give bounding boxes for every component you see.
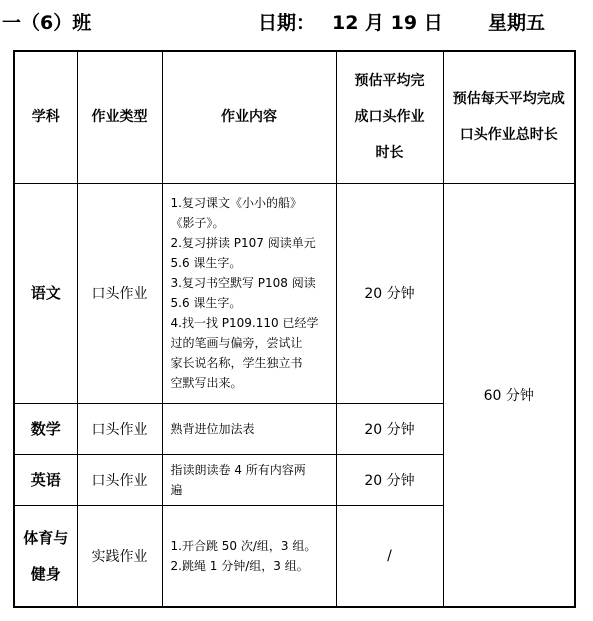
row-content — [162, 454, 336, 505]
row-type: 口头作业 — [77, 454, 162, 505]
class-name: 一（6）班 — [2, 12, 92, 34]
content-line: 1.复习课文《小小的船》 — [170, 196, 302, 210]
row-subject: 数学 — [14, 403, 77, 454]
col-est-time-line: 预估平均完 — [354, 73, 425, 90]
header-row — [14, 51, 575, 183]
total-time: 60 分钟 — [443, 183, 575, 607]
row-time: 20 分钟 — [336, 183, 443, 403]
col-est-time-line: 成口头作业 — [354, 109, 425, 126]
col-total-time-line: 口头作业总时长 — [459, 127, 558, 144]
row-subject-line: 体育与 — [23, 528, 69, 547]
content-line: 过的笔画与偏旁，尝试让 — [170, 336, 303, 350]
col-content: 作业内容 — [162, 51, 336, 183]
row-time: 20 分钟 — [336, 454, 443, 505]
col-total-time-line: 预估每天平均完成 — [452, 91, 565, 108]
row-subject — [14, 505, 77, 607]
row-subject-line: 健身 — [30, 564, 61, 583]
date-label: 日期： — [258, 12, 316, 34]
content-line: 家长说名称，学生独立书 — [170, 356, 303, 370]
content-line: 3.复习书空默写 P108 阅读 — [170, 276, 316, 290]
content-line: 《影子》。 — [170, 216, 225, 230]
content-line: 遍 — [170, 482, 183, 497]
row-type: 实践作业 — [77, 505, 162, 607]
content-line: 2.复习拼读 P107 阅读单元 — [170, 236, 316, 250]
content-line: 指读朗读卷 4 所有内容两 — [170, 462, 306, 477]
row-time: / — [336, 505, 443, 607]
content-line: 1.开合跳 50 次/组，3 组。 — [170, 538, 317, 553]
row-time: 20 分钟 — [336, 403, 443, 454]
content-line: 2.跳绳 1 分钟/组，3 组。 — [170, 558, 309, 573]
row-type: 口头作业 — [77, 403, 162, 454]
row-subject: 英语 — [14, 454, 77, 505]
content-line: 5.6 课生字。 — [170, 256, 242, 270]
homework-table — [13, 50, 576, 608]
content-line: 空默写出来。 — [170, 376, 243, 390]
col-subject: 学科 — [14, 51, 77, 183]
date-value: 12 月 19 日 — [332, 12, 443, 34]
col-type: 作业类型 — [77, 51, 162, 183]
content-line: 4.找一找 P109.110 已经学 — [170, 316, 319, 330]
row-content — [162, 505, 336, 607]
content-line: 5.6 课生字。 — [170, 296, 242, 310]
weekday: 星期五 — [488, 12, 546, 34]
page-header — [0, 4, 593, 40]
table-row — [14, 183, 575, 403]
row-type: 口头作业 — [77, 183, 162, 403]
col-total-time — [443, 51, 575, 183]
col-est-time — [336, 51, 443, 183]
row-subject: 语文 — [14, 183, 77, 403]
row-content — [162, 183, 336, 403]
col-est-time-line: 时长 — [375, 145, 404, 162]
content-line: 熟背进位加法表 — [170, 421, 255, 436]
row-content — [162, 403, 336, 454]
